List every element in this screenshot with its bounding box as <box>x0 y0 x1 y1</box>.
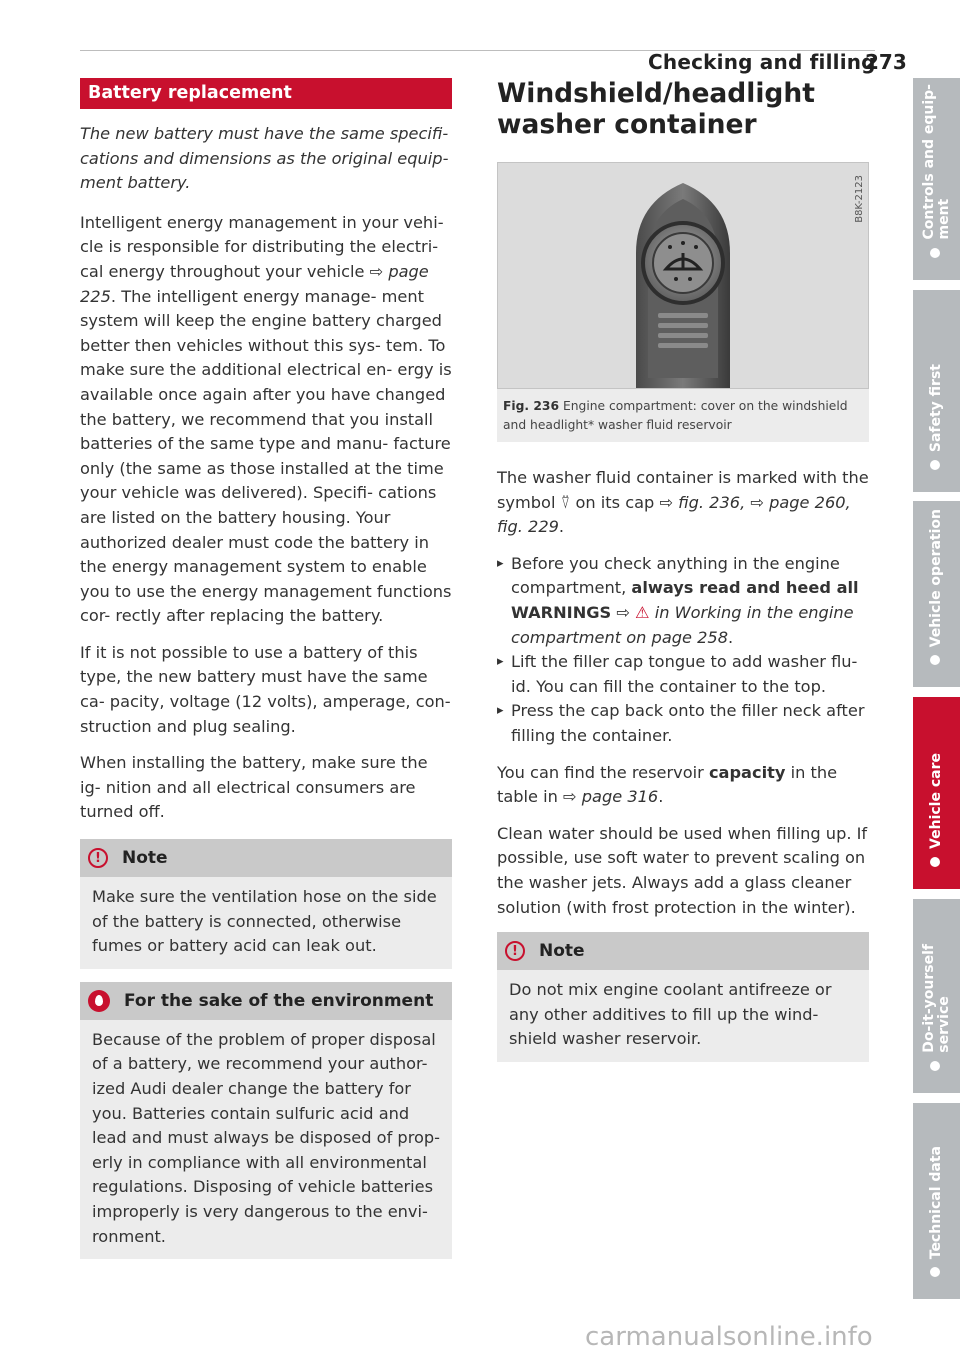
paragraph-text: The washer fluid container is marked with the symbol <box>497 468 869 512</box>
figure-caption <box>497 389 869 442</box>
washer-cap-illustration <box>498 163 868 388</box>
side-tab-vehicle-operation[interactable] <box>913 501 960 687</box>
side-tab-label: Safety first <box>928 363 944 452</box>
side-tab-technical-data[interactable] <box>913 1103 960 1299</box>
info-icon: ! <box>505 941 525 961</box>
section-heading-battery-replacement: Battery replacement <box>80 78 452 109</box>
washer-symbol-icon: ⍢ <box>560 492 571 512</box>
tab-bullet-icon <box>930 460 940 470</box>
side-tab-label: Controls and equip- ment <box>920 84 952 240</box>
paragraph-battery-type: If it is not possible to use a battery of this type, the new battery must have the same ca- pacity, voltage (12 volts), amperage, con- struction and plug sealing. <box>80 642 451 736</box>
note-header <box>497 932 869 970</box>
paragraph-text: . The intelligent energy manage- ment system will keep the engine battery charged better then vehicles without this sys- tem. To make sure the additional electrical en- ergy is available once again after you have changed the battery, we recommend that you install batteries of the same type and manu- facture only (the same as those installed at the time your vehicle was delivered). Specifi- cations are listed on the battery housing. Your authorized dealer must code the battery in the energy management system to enable you to use the energy management functions cor- rectly after replacing the battery. <box>80 286 452 626</box>
paragraph-installing: When installing the battery, make sure the ig- nition and all electrical consumers are turned off. <box>80 753 428 822</box>
step-list <box>497 552 869 749</box>
paragraph-text: on its cap <box>570 492 660 512</box>
figure-code: B8K-2123 <box>854 175 865 223</box>
side-tab-label: Technical data <box>928 1145 944 1259</box>
note-body: Make sure the ventilation hose on the side of the battery is connected, otherwise fumes or battery acid can leak out. <box>92 887 437 956</box>
paragraph-washer-symbol <box>497 466 869 540</box>
tab-bullet-icon <box>930 248 940 258</box>
watermark: carmanualsonline.info <box>585 1322 873 1352</box>
capacity-emphasis: capacity <box>708 762 786 782</box>
step-text: . <box>728 627 734 647</box>
environment-title: For the sake of the environment <box>124 990 434 1011</box>
paragraph-text: You can find the reservoir <box>497 762 709 782</box>
side-tab-label: Vehicle operation <box>928 508 944 647</box>
step-item: ▸ Lift the filler cap tongue to add washer flu- id. You can fill the container to the top. <box>497 650 869 699</box>
info-icon: ! <box>88 848 108 868</box>
paragraph-energy-management <box>80 211 452 629</box>
side-tab-label: Vehicle care <box>928 753 944 849</box>
paragraph-text: . <box>658 787 664 807</box>
note-box <box>80 839 452 969</box>
cross-reference-link[interactable]: ⇨ page 225 <box>80 261 429 306</box>
warning-triangle-icon: ⚠ <box>635 602 650 622</box>
page-title: Windshield/headlight washer container <box>497 78 815 140</box>
cross-reference-link[interactable]: ⇨ fig. 236, ⇨ page 260, fig. 229 <box>497 492 851 537</box>
tab-bullet-icon <box>930 1267 940 1277</box>
paragraph-text: Intelligent energy management in your vehi- cle is responsible for distributing the electri- cal energy throughout your vehicle <box>80 212 444 281</box>
right-column <box>497 78 869 1062</box>
environment-body: Because of the problem of proper disposal of a battery, we recommend your author- ized Audi dealer change the battery for you. Batteries contain sulfuric acid and lead and must always be disposed of prop- erly in compliance with all environmental regulations. Disposing of vehicle batteries improperly is very dangerous to the envi- ronment. <box>92 1029 441 1246</box>
paragraph-text: . <box>558 517 565 537</box>
side-tab-label: Do-it-yourself service <box>920 944 952 1053</box>
figure-washer-cap <box>497 162 869 389</box>
left-column <box>80 78 452 1259</box>
step-emphasis: always read and heed all WARNINGS <box>511 578 859 622</box>
cross-reference-link[interactable]: in Working in the engine compartment on page 258 <box>511 602 854 647</box>
tab-bullet-icon <box>930 1061 940 1071</box>
environment-header <box>80 982 452 1020</box>
side-tab-safety[interactable] <box>913 290 960 492</box>
paragraph-clean-water: Clean water should be used when filling up. If possible, use soft water to prevent scaling on the washer jets. Always add a glass cleaner solution (with frost protection in the winter). <box>497 823 868 917</box>
note-box <box>497 932 869 1062</box>
tab-bullet-icon <box>930 655 940 665</box>
running-header-title: Checking and filling <box>648 50 876 74</box>
side-tab-controls[interactable] <box>913 78 960 280</box>
environment-leaf-icon <box>88 990 110 1012</box>
step-text: ⇨ <box>611 602 636 622</box>
figure-label: Fig. 236 <box>503 399 560 413</box>
note-title: Note <box>539 941 585 962</box>
intro-paragraph: The new battery must have the same specifi- cations and dimensions as the original equip- ment battery. <box>80 124 449 193</box>
side-tab-do-it-yourself[interactable] <box>913 899 960 1093</box>
page-number: 273 <box>865 50 907 74</box>
note-title: Note <box>122 848 168 869</box>
caption-text: Engine compartment: cover on the windshield and headlight* washer fluid reservoir <box>503 399 848 432</box>
cross-reference-link[interactable]: ⇨ page 316 <box>563 787 659 807</box>
side-tab-vehicle-care[interactable] <box>913 697 960 889</box>
step-item <box>497 552 869 650</box>
environment-box <box>80 982 452 1259</box>
tab-bullet-icon <box>930 857 940 867</box>
step-item: ▸ Press the cap back onto the filler neck after filling the container. <box>497 699 869 748</box>
note-header <box>80 839 452 877</box>
note-body: Do not mix engine coolant antifreeze or any other additives to fill up the wind- shield washer reservoir. <box>509 980 832 1049</box>
step-text: Before you check anything in the engine compartment, <box>511 553 840 598</box>
paragraph-text: in the table in <box>497 762 838 807</box>
paragraph-capacity <box>497 761 869 810</box>
